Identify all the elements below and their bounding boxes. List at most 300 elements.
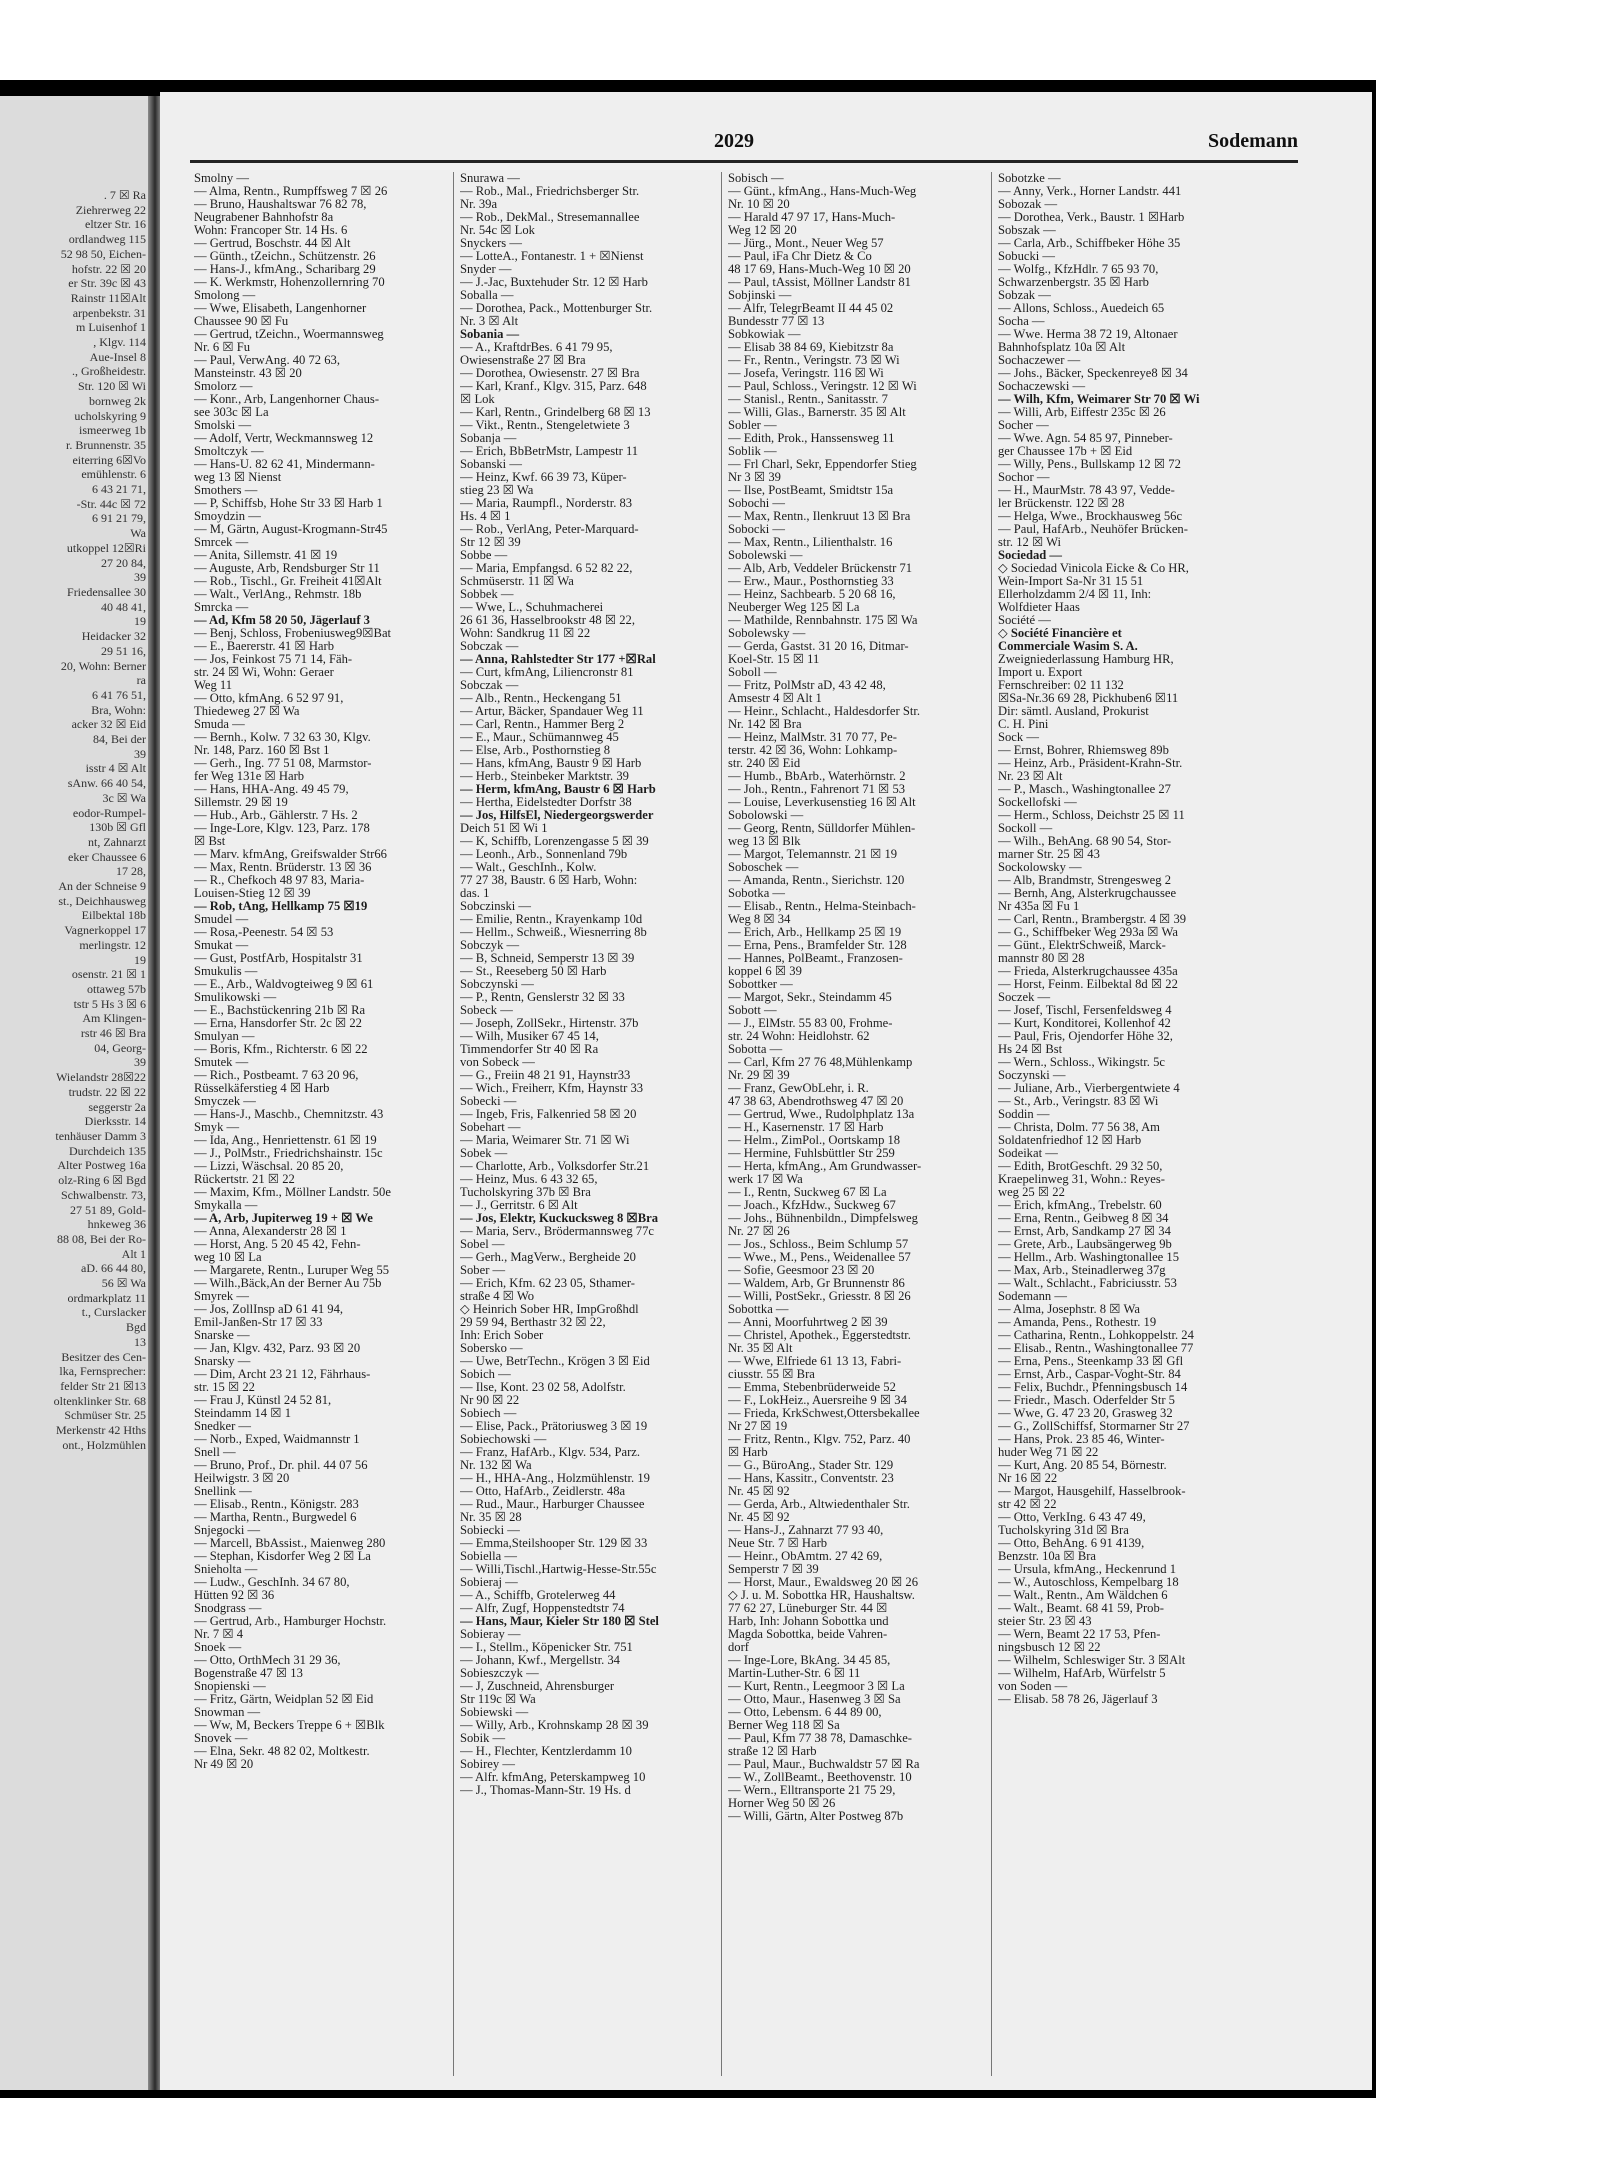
left-page-fragment: Vagnerkoppel 17 [64,923,146,938]
directory-entry: — Elise, Pack., Prätoriusweg 3 ☒ 19 [460,1420,648,1433]
directory-entry: — Hans-J., Zahnarzt 77 93 40, [728,1524,884,1537]
directory-entry: — Frieda, KrkSchwest,Ottersbekallee [728,1407,920,1420]
directory-entry: Sobszak — [998,224,1056,237]
left-page-fragment: felder Str 21 ☒13 [60,1378,146,1393]
directory-entry: Snarsky — [194,1355,251,1368]
left-page-fragment: tenhäuser Damm 3 [55,1129,146,1143]
directory-entry: — Dim, Archt 23 21 12, Fährhaus- [194,1368,371,1381]
directory-entry: — Wilh.,Bäck,An der Berner Au 75b [194,1277,382,1290]
directory-entry: — Hans-J., Maschb., Chemnitzstr. 43 [194,1108,384,1121]
directory-entry: Sobochi — [728,497,786,510]
directory-entry: — Horst, Ang. 5 20 45 42, Fehn- [194,1238,361,1251]
directory-entry: Sobieray — [460,1628,521,1641]
directory-entry: — Dorothea, Pack., Mottenburger Str. [460,302,653,315]
directory-entry: — Christa, Dolm. 77 56 38, Am [998,1121,1160,1134]
directory-entry: — Emilie, Rentn., Krayenkamp 10d [460,913,643,926]
directory-entry: ler Brückenstr. 122 ☒ 28 [998,497,1125,510]
directory-entry: Sodemann — [998,1290,1067,1303]
left-page-fragment: tstr 5 Hs 3 ☒ 6 [73,996,146,1011]
directory-entry: — Helm., ZimPol., Oortskamp 18 [728,1134,901,1147]
directory-entry: dorf [728,1641,749,1654]
directory-entry: — Otto, BehAng. 6 91 4139, [998,1537,1145,1550]
directory-entry: Louisen-Stieg 12 ☒ 39 [194,887,311,900]
directory-entry: — E., Arb., Waldvogteiweg 9 ☒ 61 [194,978,374,991]
directory-entry: Ellerholzdamm 2/4 ☒ 11, Inh: [998,588,1152,601]
directory-entry: — E., Bachstückenring 21b ☒ Ra [194,1004,366,1017]
directory-entry: Sobanja — [460,432,517,445]
directory-entry: 48 17 69, Hans-Much-Weg 10 ☒ 20 [728,263,911,276]
directory-entry: — Wern., Elltransporte 21 75 29, [728,1784,896,1797]
directory-entry: — Hertha, Eidelstedter Dorfstr 38 [460,796,632,809]
directory-entry: — Dorothea, Owiesenstr. 27 ☒ Bra [460,367,640,380]
directory-entry: — Juliane, Arb., Vierbergentwiete 4 [998,1082,1180,1095]
directory-entry: Soczek — [998,991,1051,1004]
directory-entry: — Elisab 38 84 69, Kiebitzstr 8a [728,341,894,354]
directory-column-3 [728,172,980,1823]
column-divider [721,172,722,2076]
directory-entry: — Friedr., Masch. Oderfelder Str 5 [998,1394,1175,1407]
left-page-fragment: 3c ☒ Wa [102,790,146,805]
left-page-fragment: 39 [134,1055,146,1070]
directory-entry: Snell — [194,1446,236,1459]
directory-entry: Smykalla — [194,1199,258,1212]
directory-entry: Sobiella — [460,1550,518,1563]
directory-entry: Snurawa — [460,172,520,185]
directory-entry: — Rob., DekMal., Stresemannallee [460,211,640,224]
directory-entry: — Alfr, TelegrBeamt II 44 45 02 [728,302,894,315]
directory-entry: Weg 11 [194,679,233,692]
left-page-fragment: 6 41 76 51, [92,687,146,702]
left-page-fragment: eiterring 6☒Vo [72,452,146,467]
directory-entry: Sobottker — [728,978,793,991]
directory-entry: — Maria, Empfangsd. 6 52 82 22, [460,562,633,575]
directory-entry: — Amanda, Rentn., Sierichstr. 120 [728,874,905,887]
directory-entry: Sobirey — [460,1758,515,1771]
directory-entry: — Amanda, Pens., Rothestr. 19 [998,1316,1157,1329]
directory-entry: Sobczak — [460,679,519,692]
directory-entry: Dir: sämtl. Ausland, Prokurist [998,705,1149,718]
left-page-fragment: ont., Holzmühlen [62,1437,146,1452]
directory-entry: — E., Baererstr. 41 ☒ Harb [194,640,334,653]
directory-entry: — Stephan, Kisdorfer Weg 2 ☒ La [194,1550,371,1563]
directory-entry: — Horst, Feinm. Eilbektal 8d ☒ 22 [998,978,1178,991]
directory-entry: — Otto, kfmAng. 6 52 97 91, [194,692,344,705]
directory-entry: Nr. 23 ☒ Alt [998,770,1063,783]
directory-entry: ☒Sa-Nr.36 69 28, Pickhuben6 ☒11 [998,692,1179,705]
left-page-fragment: Dierksstr. 14 [84,1114,146,1129]
directory-entry: — Harald 47 97 17, Hans-Much- [728,211,896,224]
directory-entry: Commerciale Wasim S. A. [998,640,1138,653]
directory-entry: — Wwe, Elfriede 61 13 13, Fabri- [728,1355,902,1368]
directory-entry: — Joh., Rentn., Fahrenort 71 ☒ 53 [728,783,906,796]
directory-entry: Snarske — [194,1329,250,1342]
directory-entry: Sobieraj — [460,1576,518,1589]
directory-entry: — Otto, HafArb., Zeidlerstr. 48a [460,1485,626,1498]
directory-entry: Snoek — [194,1641,242,1654]
directory-entry: Bahnhofsplatz 10a ☒ Alt [998,341,1126,354]
directory-entry: Sobottka — [728,1303,789,1316]
directory-entry: — Mathilde, Rennbahnstr. 175 ☒ Wa [728,614,918,627]
directory-entry: Sobczak — [460,640,519,653]
directory-entry: — Hans, kfmAng, Baustr 9 ☒ Harb [460,757,642,770]
directory-entry: Smulikowski — [194,991,277,1004]
directory-entry: — Joach., KfzHdw., Suckweg 67 [728,1199,896,1212]
directory-entry: mannstr 80 ☒ 28 [998,952,1085,965]
left-page-fragment: 130b ☒ Gfl [89,820,146,835]
directory-entry: Schmüserstr. 11 ☒ Wa [460,575,574,588]
directory-entry: Sobolewski — [728,549,803,562]
directory-entry: — Paul, Maur., Buchwaldstr 57 ☒ Ra [728,1758,920,1771]
header-rule [190,160,1298,163]
directory-entry: ger Chaussee 17b + ☒ Eid [998,445,1133,458]
directory-entry: — Günt., ElektrSchweiß, Marck- [998,939,1166,952]
directory-entry: — Elisab., Rentn., Washingtonallee 77 [998,1342,1194,1355]
directory-entry: — Charlotte, Arb., Volksdorfer Str.21 [460,1160,650,1173]
directory-entry: werk 17 ☒ Wa [728,1173,803,1186]
directory-entry: — P., Masch., Washingtonallee 27 [998,783,1171,796]
directory-entry: Sobich — [460,1368,511,1381]
directory-entry: — Gertrud, Wwe., Rudolphplatz 13a [728,1108,915,1121]
directory-entry: Sobecki — [460,1095,517,1108]
directory-entry: Magda Sobottka, beide Vahren- [728,1628,888,1641]
directory-entry: Owiesenstraße 27 ☒ Bra [460,354,586,367]
directory-entry: Sobiecki — [460,1524,520,1537]
directory-entry: — Norb., Exped, Waidmannstr 1 [194,1433,360,1446]
directory-entry: — Margot, Telemannstr. 21 ☒ 19 [728,848,898,861]
left-page-fragment: 19 [134,952,146,967]
left-page-fragment: isstr 4 ☒ Alt [85,761,146,776]
directory-entry: 26 61 36, Hasselbrookstr 48 ☒ 22, [460,614,635,627]
directory-entry: — Otto, VerkIng. 6 43 47 49, [998,1511,1146,1524]
directory-entry: weg 25 ☒ 22 [998,1186,1065,1199]
directory-entry: — J., Thomas-Mann-Str. 19 Hs. d [460,1784,631,1797]
directory-entry: — Humb., BbArb., Waterhörnstr. 2 [728,770,906,783]
directory-entry: — Erna, Pens., Bramfelder Str. 128 [728,939,907,952]
directory-entry: — Gertrud, tZeichn., Woermannsweg [194,328,384,341]
directory-entry: — Willy, Arb., Krohnskamp 28 ☒ 39 [460,1719,649,1732]
directory-entry: — Frau J, Künstl 24 52 81, [194,1394,332,1407]
directory-entry: — Erich, BbBetrMstr, Lampestr 11 [460,445,639,458]
left-page-fragment: Bra, Wohn: [91,702,146,717]
left-page-fragment: 29 51 16, [101,643,146,658]
directory-entry: — Else, Arb., Posthornstieg 8 [460,744,611,757]
left-page-fragment: , Klgv. 114 [93,335,146,350]
directory-entry: — P., Rentn, Genslerstr 32 ☒ 33 [460,991,625,1004]
directory-entry: Sobjinski — [728,289,792,302]
directory-entry: Snyder — [460,263,512,276]
left-page-fragment: 27 20 84, [101,555,146,570]
left-page-fragment: osenstr. 21 ☒ 1 [71,967,146,982]
directory-entry: — Emma, Stebenbrüderweide 52 [728,1381,896,1394]
column-divider [991,172,992,2076]
directory-entry: ☒ Lok [460,393,495,406]
directory-entry: — Hannes, PolBeamt., Franzosen- [728,952,903,965]
directory-entry: Sobucki — [998,250,1056,263]
directory-entry: — Rob., Tischl., Gr. Freiheit 41☒Alt [194,575,382,588]
directory-entry: — Erw., Maur., Posthornstieg 33 [728,575,894,588]
directory-entry: — Rud., Maur., Harburger Chaussee [460,1498,645,1511]
directory-entry: — Max, Rentn. Brüderstr. 13 ☒ 36 [194,861,372,874]
directory-entry: ☒ Harb [728,1446,768,1459]
directory-entry: Heilwigstr. 3 ☒ 20 [194,1472,290,1485]
left-page-fragment: ., Großheidestr. [72,364,146,379]
directory-entry: — Paul, tAssist, Möllner Landstr 81 [728,276,911,289]
directory-entry: Sobotka — [728,887,786,900]
directory-entry: — Wilh, Musiker 67 45 14, [460,1030,599,1043]
directory-entry: Emil-Janßen-Str 17 ☒ 33 [194,1316,323,1329]
directory-entry: — Heinz, MalMstr. 31 70 77, Pe- [728,731,897,744]
directory-entry: — Kurt, Konditorei, Kollenhof 42 [998,1017,1171,1030]
directory-entry: Sobzak — [998,289,1051,302]
directory-entry: — Hans, Kassitr., Conventstr. 23 [728,1472,894,1485]
directory-entry: koppel 6 ☒ 39 [728,965,802,978]
directory-entry: — Maria, Raumpfl., Norderstr. 83 [460,497,633,510]
directory-entry: — Fritz, Rentn., Klgv. 752, Parz. 40 [728,1433,911,1446]
directory-entry: 47 38 63, Abendrothsweg 47 ☒ 20 [728,1095,904,1108]
directory-entry: — Gerh., Ing. 77 51 08, Marmstor- [194,757,372,770]
directory-entry: — Wwe, L., Schuhmacherei [460,601,604,614]
directory-entry: — Johann, Kwf., Mergellstr. 34 [460,1654,620,1667]
left-page-fragment: 40 48 41, [101,599,146,614]
directory-entry: Sobeck — [460,1004,513,1017]
directory-entry: Nr. 27 ☒ 26 [728,1225,790,1238]
directory-entry: — Heinz, Mus. 6 43 32 65, [460,1173,598,1186]
directory-entry: 77 27 38, Baustr. 6 ☒ Harb, Wohn: [460,874,638,887]
directory-entry: — Elisab., Rentn., Helma-Steinbach- [728,900,916,913]
directory-entry: ◇ Heinrich Sober HR, ImpGroßhdl [460,1303,639,1316]
directory-entry: — St., Arb., Veringstr. 83 ☒ Wi [998,1095,1159,1108]
directory-entry: Soboll — [728,666,777,679]
directory-entry: fer Weg 131e ☒ Harb [194,770,305,783]
directory-entry: Deich 51 ☒ Wi 1 [460,822,548,835]
directory-entry: — Frieda, Alsterkrugchaussee 435a [998,965,1178,978]
directory-entry: Str 119c ☒ Wa [460,1693,536,1706]
directory-entry: — Marv. kfmAng, Greifswalder Str66 [194,848,387,861]
directory-entry: weg 13 ☒ Nienst [194,471,282,484]
directory-entry: Smothers — [194,484,258,497]
directory-entry: — Artur, Bäcker, Spandauer Weg 11 [460,705,644,718]
directory-entry: Sobkowiak — [728,328,801,341]
left-page-fragment: Heidacker 32 [81,629,146,644]
directory-entry: terstr. 42 ☒ 36, Wohn: Lohkamp- [728,744,898,757]
directory-entry: — Anita, Sillemstr. 41 ☒ 19 [194,549,338,562]
directory-entry: Wolfdieter Haas [998,601,1080,614]
left-page-fragment: Alt 1 [121,1246,146,1261]
directory-entry: Smolorz — [194,380,253,393]
directory-entry: ☒ Bst [194,835,226,848]
directory-entry: — Maxim, Kfm., Möllner Landstr. 50e [194,1186,391,1199]
directory-entry: Snellink — [194,1485,252,1498]
directory-entry: Tucholskyring 31d ☒ Bra [998,1524,1129,1537]
directory-entry: — W., Autoschloss, Kempelbarg 18 [998,1576,1179,1589]
directory-entry: — Walt., GeschInh., Kolw. [460,861,597,874]
directory-entry: Thiedeweg 27 ☒ Wa [194,705,300,718]
directory-entry: Sillemstr. 29 ☒ 19 [194,796,288,809]
directory-entry: — Louise, Leverkusenstieg 16 ☒ Alt [728,796,916,809]
directory-entry: Smukat — [194,939,249,952]
directory-entry: — Otto, OrthMech 31 29 36, [194,1654,341,1667]
directory-entry: — Willi, Gärtn, Alter Postweg 87b [728,1810,904,1823]
directory-entry: — P, Schiffsb, Hohe Str 33 ☒ Harb 1 [194,497,383,510]
directory-entry: Smrcek — [194,536,249,549]
directory-entry: — Rosa,-Peenestr. 54 ☒ 53 [194,926,334,939]
directory-entry: Sochaczewski — [998,380,1086,393]
directory-entry: — Max, Rentn., Ilenkruut 13 ☒ Bra [728,510,911,523]
directory-entry: Smolski — [194,419,252,432]
left-page-fragment: ra [136,673,146,688]
directory-entry: — Alb., Rentn., Heckengang 51 [460,692,622,705]
directory-entry: — Wich., Freiherr, Kfm, Haynstr 33 [460,1082,644,1095]
left-page-fragment: An der Schneise 9 [58,879,146,894]
directory-entry: Semperstr 7 ☒ 39 [728,1563,819,1576]
directory-entry: Nr. 54c ☒ Lok [460,224,535,237]
directory-entry: Soddin — [998,1108,1050,1121]
directory-entry: huder Weg 71 ☒ 22 [998,1446,1099,1459]
page-number: 2029 [714,130,754,152]
directory-entry: — Wolfg., KfzHdlr. 7 65 93 70, [998,263,1159,276]
left-page-fragment: r. Brunnenstr. 35 [66,437,146,452]
directory-entry: — Ernst, Arb., Caspar-Voght-Str. 84 [998,1368,1181,1381]
left-page-fragment: Aue-Insel 8 [89,349,146,364]
directory-entry: — Jos, HilfsEl, Niedergeorgswerder [460,809,654,822]
directory-entry: — Max, Rentn., Lilienthalstr. 16 [728,536,893,549]
directory-entry: Smyczek — [194,1095,256,1108]
directory-entry: — Vikt., Rentn., Stengeletwiete 3 [460,419,630,432]
directory-entry: Sobczynski — [460,978,534,991]
directory-entry: — Hub., Arb., Gählerstr. 7 Hs. 2 [194,809,358,822]
directory-entry: Wein-Import Sa-Nr 31 15 51 [998,575,1144,588]
directory-entry: weg 13 ☒ Blk [728,835,801,848]
directory-entry: Import u. Export [998,666,1083,679]
directory-entry: steier Str. 23 ☒ 43 [998,1615,1092,1628]
directory-entry: Sockolowsky — [998,861,1082,874]
directory-entry: Snowman — [194,1706,261,1719]
directory-entry: Benzstr. 10a ☒ Bra [998,1550,1097,1563]
directory-entry: — Walt., Rentn., Am Wäldchen 6 [998,1589,1168,1602]
directory-entry: Sobotta — [728,1043,783,1056]
directory-entry: str. 240 ☒ Eid [728,757,801,770]
directory-entry: — Jos, ZollInsp aD 61 41 94, [194,1303,344,1316]
directory-entry: — Josefa, Veringstr. 116 ☒ Wi [728,367,884,380]
directory-entry: — Ernst, Bohrer, Rhiemsweg 89b [998,744,1169,757]
left-page-fragment: Wielandstr 28☒22 [56,1070,146,1085]
directory-entry: — F., LokHeiz., Auersreihe 9 ☒ 34 [728,1394,907,1407]
left-page-fragment: ucholskyring 9 [74,408,146,423]
directory-entry: Nr. 10 ☒ 20 [728,198,790,211]
directory-entry: stieg 23 ☒ Wa [460,484,534,497]
directory-entry: Sobel — [460,1238,505,1251]
directory-entry: — Erich, Arb., Hellkamp 25 ☒ 19 [728,926,902,939]
directory-entry: str. 24 Wohn: Heidlohstr. 62 [728,1030,870,1043]
directory-entry: — Otto, Lebensm. 6 44 89 00, [728,1706,882,1719]
left-page-fragment: 27 51 89, Gold- [70,1202,146,1217]
directory-entry: — Erich, kfmAng., Trebelstr. 60 [998,1199,1162,1212]
left-page-fragment: 17 28, [116,864,146,879]
directory-entry: — Heinr., ObAmtm. 27 42 69, [728,1550,883,1563]
directory-entry: Smolong — [194,289,256,302]
directory-entry: Smyk — [194,1121,240,1134]
directory-entry: — Heinr., Schlacht., Haldesdorfer Str. [728,705,921,718]
directory-entry: Soboschek — [728,861,799,874]
directory-entry: — Jürg., Mont., Neuer Weg 57 [728,237,884,250]
directory-entry: Snopienski — [194,1680,266,1693]
directory-entry: Sobiech — [460,1407,517,1420]
directory-entry: — Christel, Apothek., Eggerstedtstr. [728,1329,911,1342]
left-page-fragment: 04, Georg- [94,1040,146,1055]
directory-entry: das. 1 [460,887,490,900]
directory-entry: Tucholskyring 37b ☒ Bra [460,1186,591,1199]
directory-entry: Hs 24 ☒ Bst [998,1043,1063,1056]
directory-entry: — Emma,Steilshooper Str. 129 ☒ 33 [460,1537,648,1550]
directory-entry: Nr. 45 ☒ 92 [728,1511,790,1524]
directory-entry: Sobiewski — [460,1706,529,1719]
directory-entry: von Soden — [998,1680,1068,1693]
directory-entry: Smyrek — [194,1290,249,1303]
directory-entry: — Anna, Rahlstedter Str 177 +☒Ral [460,653,656,666]
directory-entry: — Rob., Mal., Friedrichsberger Str. [460,185,640,198]
directory-entry: — Adolf, Vertr, Weckmannsweg 12 [194,432,374,445]
directory-entry: — Walt., Beamt. 68 41 59, Prob- [998,1602,1164,1615]
directory-entry: — Dorothea, Verk., Baustr. 1 ☒Harb [998,211,1185,224]
directory-entry: Snovek — [194,1732,248,1745]
directory-entry: — Rich., Postbeamt. 7 63 20 96, [194,1069,359,1082]
left-page-fragment: Schwalbenstr. 73, [61,1187,146,1202]
left-page-fragment: 84, Bei der [93,732,146,747]
directory-entry: — Wilh., BehAng. 68 90 54, Stor- [998,835,1172,848]
left-page-fragment: Str. 120 ☒ Wi [77,379,146,394]
directory-entry: — H., Kasernenstr. 17 ☒ Harb [728,1121,884,1134]
directory-entry: — J., Gerritstr. 6 ☒ Alt [460,1199,578,1212]
directory-entry: — W., ZollBeamt., Beethovenstr. 10 [728,1771,912,1784]
directory-entry: — Willy, Pens., Bullskamp 12 ☒ 72 [998,458,1181,471]
left-page-fragment: ismeerweg 1b [79,423,146,438]
directory-entry: — Heinz, Kwf. 66 39 73, Küper- [460,471,627,484]
directory-entry: — A., KraftdrBes. 6 41 79 95, [460,341,613,354]
directory-entry: ◇ J. u. M. Sobottka HR, Haushaltsw. [728,1589,915,1602]
left-page-fragment: Schmüser Str. 25 [64,1408,146,1423]
directory-entry: — Ida, Ang., Henriettenstr. 61 ☒ 19 [194,1134,377,1147]
left-page-fragment: ordmarkplatz 11 [67,1290,146,1305]
left-page-fragment: lka, Fernsprecher: [59,1364,146,1379]
directory-entry: Weg 12 ☒ 20 [728,224,797,237]
directory-entry: Sobler — [728,419,777,432]
directory-entry: — Hans, Prok. 23 85 46, Winter- [998,1433,1165,1446]
directory-entry: — J.-Jac, Buxtehuder Str. 12 ☒ Harb [460,276,648,289]
left-page-fragment: Rainstr 11☒Alt [70,290,146,305]
running-head: Sodemann [1207,130,1298,152]
directory-entry: — Anni, Moorfuhrtweg 2 ☒ 39 [728,1316,888,1329]
directory-entry: — Hellm., Schweiß., Wiesnerring 8b [460,926,647,939]
directory-entry: Sochaczewer — [998,354,1081,367]
left-page-fragment: Ziehrerweg 22 [75,202,146,217]
left-page-fragment: Durchdeich 135 [69,1143,146,1158]
directory-entry: — J, Zuschneid, Ahrensburger [460,1680,615,1693]
directory-entry: Mansteinstr. 43 ☒ 20 [194,367,302,380]
directory-entry: Nr. 148, Parz. 160 ☒ Bst 1 [194,744,330,757]
left-page-fragment: eltzer Str. 16 [85,217,146,232]
directory-entry: Soblik — [728,445,777,458]
directory-entry: Smudel — [194,913,249,926]
directory-entry: — Ad, Kfm 58 20 50, Jägerlauf 3 [194,614,370,627]
directory-entry: Nr 16 ☒ 22 [998,1472,1058,1485]
directory-entry: — Karl, Rentn., Grindelberg 68 ☒ 13 [460,406,651,419]
directory-entry: — Bruno, Prof., Dr. phil. 44 07 56 [194,1459,368,1472]
directory-entry: Rückertstr. 21 ☒ 22 [194,1173,295,1186]
directory-entry: — Alb, Brandmstr, Strengesweg 2 [998,874,1171,887]
directory-entry: Smrcka — [194,601,249,614]
directory-entry: Harb, Inh: Johann Sobottka und [728,1615,889,1628]
directory-entry: — A, Arb, Jupiterweg 19 + ☒ We [194,1212,373,1225]
